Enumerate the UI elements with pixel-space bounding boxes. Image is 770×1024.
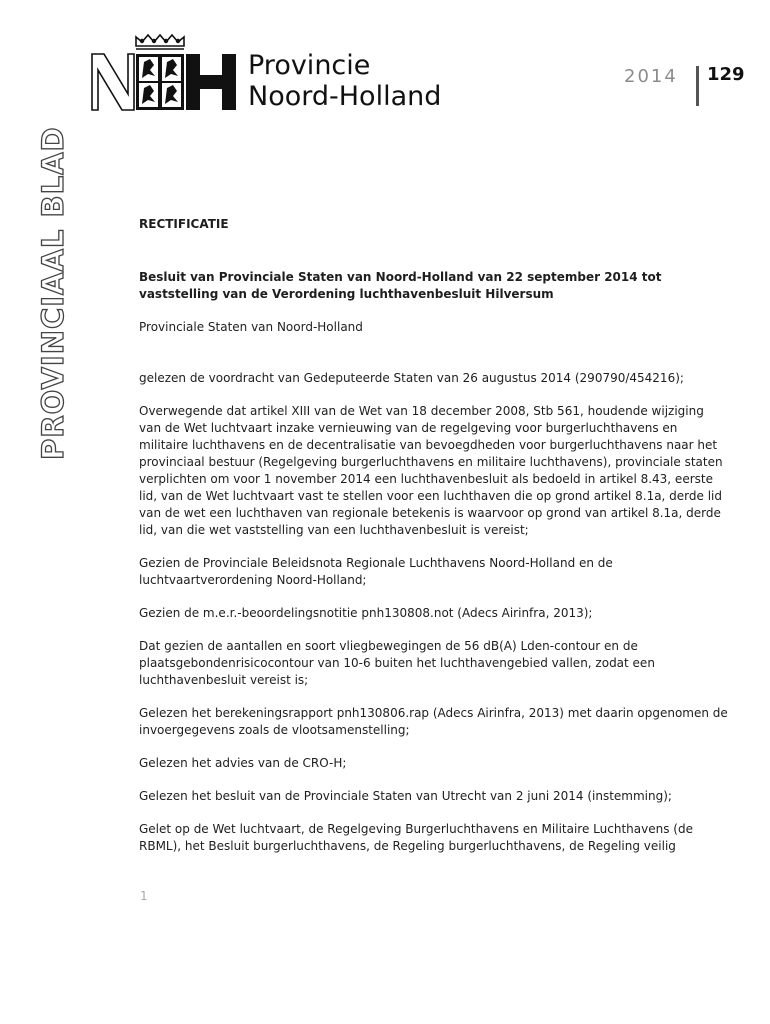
paragraph: Gezien de m.e.r.-beoordelingsnotitie pnh130808.not (Adecs Airinfra, 2013); xyxy=(139,606,593,620)
paragraph: Dat gezien de aantallen en soort vliegbewegingen de 56 dB(A) Lden-contour en de plaatsgebondenrisicocontour van 10-6 buiten het luchthavengebied vallen, zodat een luchthavenbesluit vereist is; xyxy=(139,639,655,687)
letter-h-shape xyxy=(186,54,236,110)
publication-year: 2014 xyxy=(624,66,678,87)
paragraph: Gelezen het besluit van de Provinciale Staten van Utrecht van 2 juni 2014 (instemming); xyxy=(139,789,672,803)
issue-number: 129 xyxy=(707,64,745,85)
provincie-noord-holland-logo xyxy=(90,32,250,112)
document-heading: RECTIFICATIE xyxy=(139,217,229,231)
organization-name xyxy=(248,50,441,112)
document-authority: Provinciale Staten van Noord-Holland xyxy=(139,320,363,334)
organization-name-line1: Provincie xyxy=(248,50,371,81)
paragraph: Overwegende dat artikel XIII van de Wet van 18 december 2008, Stb 561, houdende wijziging van de Wet luchtvaart inzake vernieuwing van de regelgeving voor burgerluchthavens en militaire luchthavens en de decentralisatie van bevoegdheden voor burgerluchthavens naar het provinciaal bestuur (Regelgeving burgerluchthavens en militaire luchthavens), provinciale staten verplichten om voor 1 november 2014 een luchthavenbesluit als bedoeld in artikel 8.43, eerste lid, van de Wet luchtvaart vast te stellen voor een luchthaven die op grond artikel 8.1a, derde lid van de wet een luchthaven van regionale betekenis is waarvoor op grond van artikel 8.1a, derde lid, van die wet vaststelling van een luchthavenbesluit is vereist; xyxy=(139,404,723,537)
paragraph: Gelezen het advies van de CRO-H; xyxy=(139,756,347,770)
organization-name-line2: Noord-Holland xyxy=(248,81,442,112)
paragraph: gelezen de voordracht van Gedeputeerde Staten van 26 augustus 2014 (290790/454216); xyxy=(139,371,684,385)
header-divider xyxy=(696,66,699,106)
coat-of-arms-shield-icon xyxy=(136,54,184,110)
document-subject: Besluit van Provinciale Staten van Noord-Holland van 22 september 2014 tot vaststelling van de Verordening luchthavenbesluit Hilversum xyxy=(139,270,662,301)
document-body xyxy=(139,216,729,855)
paragraph: Gezien de Provinciale Beleidsnota Regionale Luchthavens Noord-Holland en de luchtvaartverordening Noord-Holland; xyxy=(139,556,613,587)
provinciaal-blad-side-title: PROVINCIAAL BLAD xyxy=(36,126,70,460)
letter-n-shape xyxy=(92,54,134,110)
page-number: 1 xyxy=(140,889,148,903)
crown-icon xyxy=(136,35,184,49)
paragraph: Gelet op de Wet luchtvaart, de Regelgeving Burgerluchthavens en Militaire Luchthavens (de RBML), het Besluit burgerluchthavens, de Regeling burgerluchthavens, de Regeling veilig xyxy=(139,822,693,853)
paragraph: Gelezen het berekeningsrapport pnh130806.rap (Adecs Airinfra, 2013) met daarin opgenomen de invoergegevens zoals de vlootsamenstelling; xyxy=(139,706,728,737)
